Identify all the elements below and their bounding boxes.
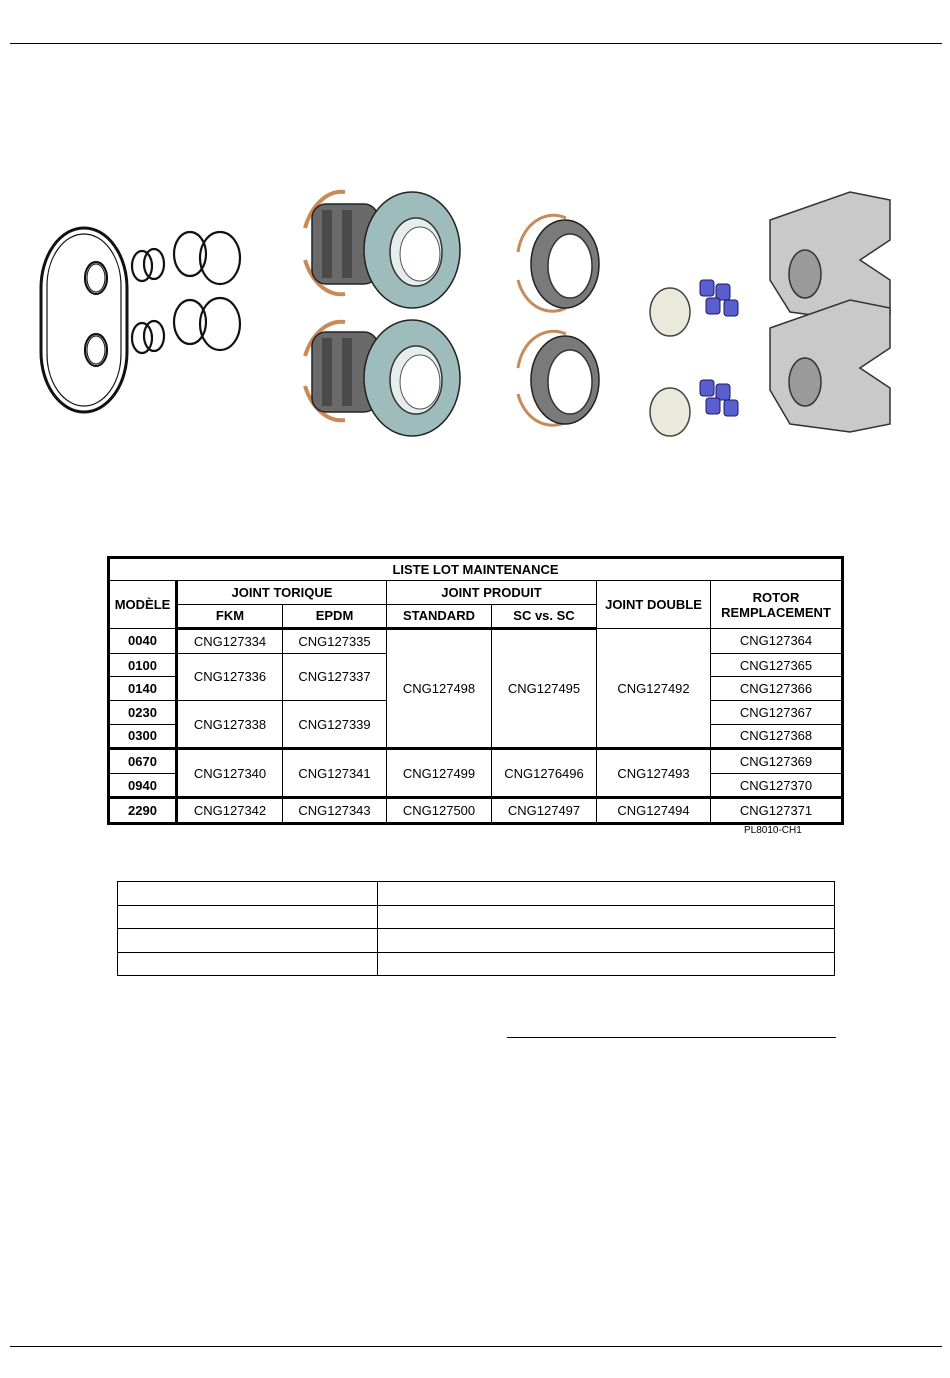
header-rule [10,43,942,44]
figure-reference: PL8010-CH1 [744,825,802,836]
header-model: MODÈLE [109,581,177,629]
rotor-cell: CNG127369 [711,749,843,774]
table-title: LISTE LOT MAINTENANCE [109,558,843,581]
mechanical-seal-image-top [305,192,460,308]
rotor-cell: CNG127371 [711,798,843,824]
sc-vs-sc-cell: CNG127495 [492,629,597,749]
header-epdm: EPDM [283,604,387,629]
fkm-cell: CNG127338 [177,700,283,748]
header-fkm: FKM [177,604,283,629]
cap-and-screw-image [650,280,738,436]
blank-cell [118,905,378,929]
table-row [118,905,835,929]
blank-cell [378,905,835,929]
double-seal-cell: CNG127492 [597,629,711,749]
header-rotor-line1: ROTOR [752,589,800,605]
footer-rule [10,1346,942,1347]
rotor-cell: CNG127368 [711,724,843,749]
blank-cell [378,929,835,953]
table-row [109,629,843,654]
table-row [118,952,835,976]
sc-vs-sc-cell: CNG127497 [492,798,597,824]
standard-cell: CNG127500 [387,798,492,824]
double-seal-cell: CNG127494 [597,798,711,824]
double-seal-image [518,215,599,425]
epdm-cell: CNG127337 [283,653,387,700]
table-row [109,798,843,824]
rotor-cell: CNG127370 [711,773,843,798]
fkm-cell: CNG127342 [177,798,283,824]
blank-cell [118,882,378,906]
header-double-seal: JOINT DOUBLE [597,581,711,629]
header-rotor [711,581,843,629]
model-cell: 0300 [109,724,177,749]
model-cell: 0040 [109,629,177,654]
rotor-image [770,192,890,432]
double-seal-cell: CNG127493 [597,749,711,798]
standard-cell: CNG127499 [387,749,492,798]
blank-cell [378,882,835,906]
maintenance-kit-table [107,556,844,825]
header-standard: STANDARD [387,604,492,629]
rotor-cell: CNG127367 [711,700,843,724]
sc-vs-sc-cell: CNG1276496 [492,749,597,798]
header-o-ring: JOINT TORIQUE [177,581,387,605]
fkm-cell: CNG127336 [177,653,283,700]
model-cell: 2290 [109,798,177,824]
header-sc-vs-sc: SC vs. SC [492,604,597,629]
standard-cell: CNG127498 [387,629,492,749]
table-row [118,882,835,906]
rotor-cell: CNG127365 [711,653,843,677]
epdm-cell: CNG127335 [283,629,387,654]
header-rotor-line2: REMPLACEMENT [721,604,831,620]
rotor-cell: CNG127364 [711,629,843,654]
table-row [118,929,835,953]
model-cell: 0140 [109,677,177,701]
table-row [109,749,843,774]
model-cell: 0670 [109,749,177,774]
header-product-seal: JOINT PRODUIT [387,581,597,605]
underline-rule [507,1037,836,1038]
fkm-cell: CNG127334 [177,629,283,654]
model-cell: 0940 [109,773,177,798]
epdm-cell: CNG127339 [283,700,387,748]
blank-cell [378,952,835,976]
epdm-cell: CNG127341 [283,749,387,798]
epdm-cell: CNG127343 [283,798,387,824]
blank-cell [118,952,378,976]
rotor-cell: CNG127366 [711,677,843,701]
maintenance-kit-illustration [30,180,920,450]
blank-table [117,881,835,976]
o-ring-kit-image [41,228,240,412]
blank-cell [118,929,378,953]
fkm-cell: CNG127340 [177,749,283,798]
model-cell: 0100 [109,653,177,677]
mechanical-seal-image-bottom [305,320,460,436]
model-cell: 0230 [109,700,177,724]
